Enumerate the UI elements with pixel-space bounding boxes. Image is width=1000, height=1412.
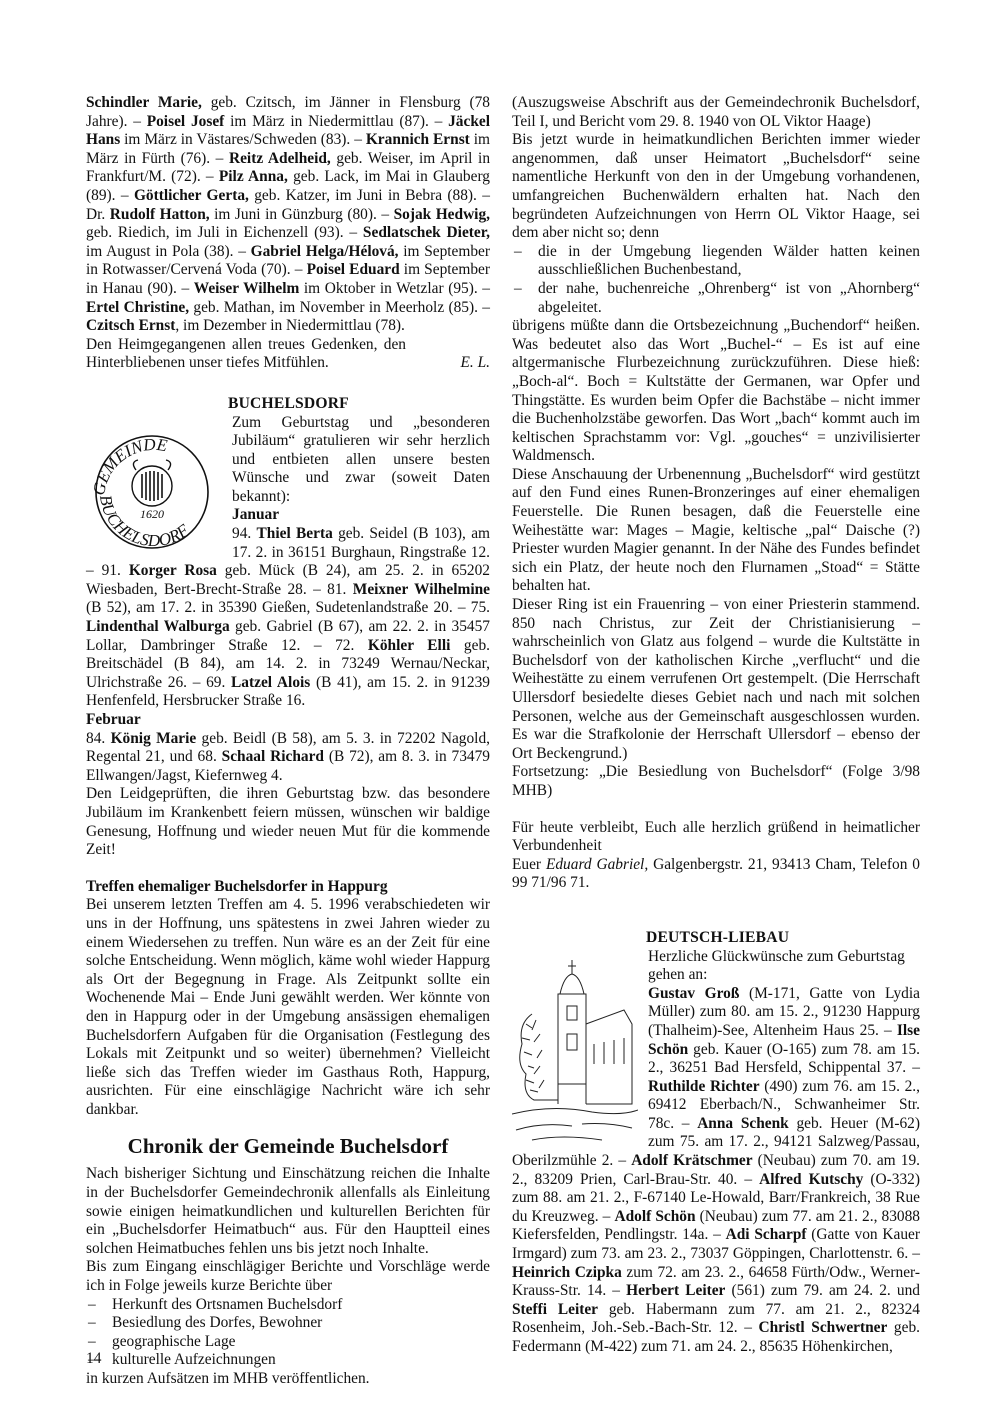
person-name: Czitsch Ernst [86, 317, 176, 335]
sick-wishes: Den Leidgeprüften, die ihren Geburtstag bzw. das besondere Jubiläum im Krankenbett feiern müssen, wünschen wir baldige Genesung, Hoffnung und wieder neuen Mut für die kommende Zeit! [86, 785, 490, 859]
chronicle-greeting: Für heute verbleibt, Euch alle herzlich grüßend in heimatlicher Verbundenheit [512, 818, 920, 855]
person-name: Lindenthal Walburga [86, 618, 230, 636]
person-name: Korger Rosa [128, 562, 217, 580]
february-label: Februar [86, 711, 141, 728]
deutsch-liebau-intro: Herzliche Glückwünsche zum Geburtstag gehen an: [648, 947, 905, 984]
entry-text: (Gatte von Kauer Irmgard) zum 73. am 23. 2., 73037 Göppingen, Charlottenstr. 6. – [512, 1226, 920, 1263]
entry-text: geb. Kauer (O-165) zum 78. am 15. 2., 36251 Bad Hersfeld, Schippental 37. – [648, 1040, 920, 1077]
obituary-closing-text: Den Heimgegangenen allen treues Gedenken, den Hinterbliebenen unser tiefes Mitfühlen. [86, 335, 406, 372]
person-name: Köhler Elli [367, 636, 451, 654]
obituary-list [86, 94, 490, 336]
chronicle-intro: (Auszugsweise Abschrift aus der Gemeindechronik Buchelsdorf, Teil I, und Bericht vom 29. 8. 1940 von OL Viktor Haage) [512, 94, 920, 130]
person-name: Christl Schwertner [758, 1319, 888, 1337]
person-name: Sojak Hedwig, [393, 205, 491, 223]
entry-text: geb. Breitschädel (B 84), am 14. 2. in 73249 Wernau/Neckar, Ulrichstraße 26. – 69. [86, 636, 490, 691]
entry-text: geb. Gabriel (B 67), am 22. 2. in 35457 Lollar, Dambringer Straße 12. – 72. [86, 618, 490, 654]
entry-text: geb. Katzer, im Juni in Bebra (88). – Dr. [86, 186, 490, 223]
entry-text: geb. Lack, im Mai in Glauberg (89). – [86, 168, 491, 204]
entry-text: geb. Czitsch, im Jänner in Flensburg (78 Jahre). – [86, 94, 490, 130]
entry-text: 84. [86, 729, 111, 747]
entry-text: im Oktober in Wetzlar (95). – [299, 279, 490, 297]
january-label: Januar [232, 506, 280, 524]
entry-text: geb. Weiser, im April in Frankfurt/M. (72). – [86, 149, 491, 186]
entry-text: (Neubau) zum 70. am 19. 2., 83209 Prien, Carl-Brau-Str. 40. – [512, 1152, 920, 1188]
entry-text: im September in Rotwasser/Cervená Voda (70). – [86, 242, 491, 279]
person-name: Adolf Krätschmer [631, 1152, 753, 1170]
person-name: Göttlicher Gerta, [133, 186, 249, 204]
stamp-text-top: GEMEINDE [89, 434, 169, 497]
deutsch-liebau-title: DEUTSCH-LIEBAU [646, 928, 790, 946]
person-name: Ertel Christine, [86, 298, 190, 316]
obituary-signature: E. L. [460, 354, 490, 372]
deutsch-liebau-section [512, 929, 920, 1357]
obituary-closing [86, 336, 490, 373]
person-name: Meixner Wilhelmine [352, 580, 490, 598]
person-name: Latzel Alois [231, 673, 311, 691]
entry-text: im März in Niedermittlau (87). – [224, 112, 449, 130]
february-birthdays [86, 730, 490, 786]
person-name: Schindler Marie, [86, 94, 202, 111]
entry-text: (Neubau) zum 77. am 21. 2., 83088 Kiefersfelden, Pendlingstr. 14a. – [512, 1207, 920, 1244]
left-column [86, 94, 490, 1389]
entry-text: im September in Hanau (90). – [86, 261, 490, 297]
entry-text: (490) zum 76. am 15. 2., 69412 Eberbach/N., Schwanheimer Str. 78c. – [648, 1077, 920, 1132]
entry-text: (561) zum 79. am 24. 2. und [725, 1282, 920, 1300]
chronicle-continuation: Fortsetzung: „Die Besiedlung von Buchelsdorf“ (Folge 3/98 MHB) [512, 763, 920, 799]
church-sketch-image [512, 954, 638, 1150]
list-item: – Herkunft des Ortsnamen Buchelsdorf [86, 1296, 490, 1315]
entry-text: (O-332) zum 88. am 21. 2., F-67140 Le-Howald, Barr/Frankreich, 38 Rue du Kreuzweg. – [512, 1170, 920, 1225]
person-name: Gustav Groß [648, 984, 740, 1002]
person-name: Thiel Berta [256, 525, 333, 543]
buchelsdorf-title: BUCHELSDORF [228, 394, 349, 412]
person-name: Steffi Leiter [512, 1300, 599, 1318]
entry-text: geb. Mück (B 24), am 25. 2. in 65202 Wiesbaden, Bert-Brecht-Straße 28. – 81. [86, 562, 491, 598]
author-name: Eduard Gabriel, [545, 855, 649, 873]
buchelsdorf-intro: Zum Geburtstag und „besonderen Jubiläum“ gratulieren wir sehr herzlich und entbieten allen unsere besten Wünsche und zwar (soweit Daten bekannt): [232, 413, 490, 505]
person-name: Poisel Josef [146, 112, 225, 130]
chronik-text-1: Nach bisheriger Sichtung und Einschätzung reichen die Inhalte in der Buchelsdorfer Gemeindechronik allenfalls als Einleitung sowie einigen heimatkundlichen und kulturellen Berichten für ein „Buchelsdorfer Heimatbuch“ aus. Für den Hauptteil eines solchen Heimatbuches fehlen uns bis jetzt noch Inhalte. [86, 1165, 490, 1257]
entry-text: geb. Seidel (B 103), am 17. 2. in 36151 Burghaun, Ringstraße 12. – 91. [86, 525, 490, 580]
list-item: – die in der Umgebung liegenden Wälder hatten keinen ausschließlichen Buchenbestand, [512, 243, 920, 280]
person-name: Gabriel Helga/Hélová, [250, 242, 399, 260]
chronik-text-2: Bis zum Eingang einschlägiger Berichte und Vorschläge werde ich in Folge jeweils kurze Berichte über [86, 1258, 490, 1295]
person-name: Heinrich Czipka [512, 1263, 622, 1281]
entry-text: geb. Habermann zum 77. am 21. 2., 82324 Rosenheim, Joh.-Seb.-Bach-Str. 12. – [512, 1300, 920, 1337]
person-name: Reitz Adelheid, [228, 149, 331, 167]
entry-text: im August in Pola (38). – [86, 242, 251, 260]
person-name: Schaal Richard [221, 748, 324, 766]
chronicle-signature [512, 856, 920, 893]
signature-prefix: Euer [512, 855, 546, 873]
list-item: – Besiedlung des Dorfes, Bewohner [86, 1314, 490, 1333]
chronicle-paragraph-4: Dieser Ring ist ein Frauenring – von einer Priesterin stammend. 850 nach Christus, zur Zeit der Christianisierung – wahrscheinlich von Glatz aus folgend – wurde die Kultstätte in Buchelsdorf von der katholischen Kirche „verflucht“ und die Weihestätte zu einem verrufenen Ort gestempelt. (Die Herrschaft Ullersdorf besiedelte dieses Gebiet nach und nach mit solchen Personen, welche aus der Gemeinschaft ausgeschlossen wurden. Es war die Strafkolonie der Herrschaft Ullersdorf – ebenso der Ort Beckengrund.) [512, 596, 920, 762]
chronicle-paragraph-2: übrigens müßte dann die Ortsbezeichnung „Buchendorf“ heißen. Was bedeutet also das Wort „Buchel-“ – Es ist auf eine altgermanische Flurbezeichnung zurückzuführen. Diese hieß: „Boch-al“. Boch = Kultstätte der Germanen, war Opfer und Thingstätte. Es wurden beim Opfer die Bachstäbe – nicht immer die Buchenholzstäbe geworfen. Das Wort „bach“ kommt auch im keltischen Sprachstamm vor: Vgl. „gouches“ = unzivilisierter Waldmensch. [512, 317, 920, 465]
entry-text: (B 52), am 17. 2. in 35390 Gießen, Sudetenlandstraße 20. – 75. [86, 599, 490, 617]
entry-text: (M-171, Gatte von Lydia Müller) zum 80. am 15. 2., 91230 Happurg (Thalheim)-See, Altenheim Haus 25. – [648, 984, 920, 1039]
person-name: König Marie [110, 729, 197, 747]
person-name: Sedlatschek Dieter, [362, 224, 491, 242]
person-name: Weiser Wilhelm [193, 279, 300, 297]
entry-text: geb. Heuer (M-62) zum 75. am 17. 2., 94121 Salzweg/Passau, Oberilzmühle 2. – [512, 1114, 920, 1170]
person-name: Rudolf Hatton, [109, 205, 210, 223]
right-column [512, 94, 920, 1357]
chronik-text-3: in kurzen Aufsätzen im MHB veröffentlichen. [86, 1370, 370, 1387]
entry-text: (B 72), am 8. 3. in 73479 Ellwangen/Jagst, Kiefernweg 4. [86, 748, 491, 784]
chronik-title: Chronik der Gemeinde Buchelsdorf [127, 1134, 449, 1159]
person-name: Herbert Leiter [626, 1282, 726, 1300]
chronicle-list [512, 243, 920, 317]
buchelsdorf-stamp-image [86, 420, 222, 560]
person-name: Adolf Schön [614, 1207, 696, 1225]
person-name: Adi Scharpf [725, 1226, 807, 1244]
entry-text: im März in Fürth (76). – [86, 131, 490, 167]
person-name: Poisel Eduard [306, 261, 400, 279]
person-name: Jäckel Hans [86, 112, 490, 149]
person-name: Krannich Ernst [365, 131, 470, 149]
page-number: 14 [86, 1350, 102, 1367]
entry-text: geb. Riedich, im Juli in Eichenzell (93). – [86, 224, 363, 242]
entry-text: geb. Federmann (M-422) zum 71. am 24. 2., 85635 Höhenkirchen, [512, 1319, 921, 1355]
chronik-list [86, 1296, 490, 1370]
entry-text: , im Dezember in Niedermittlau (78). [175, 317, 405, 335]
person-name: Alfred Kutschy [759, 1170, 864, 1188]
chronicle-paragraph-3: Diese Anschauung der Urbenennung „Buchelsdorf“ wird gestützt auf den Fund eines Runen-Bronzeringes auf einer ehemaligen Feuerstelle. Die Runen besagen, daß die Feuerstelle eine Weihestätte war: Mages – Magie, keltische „pal“ Daische (?) Priester wurden Magier genannt. In der Nähe des Fundes befindet sich ein Platz, der heute noch den Flurnamen „Stoad“ = Stätte behalten hat. [512, 465, 920, 595]
list-item: – geographische Lage [86, 1333, 490, 1352]
list-item: – der nahe, buchenreiche „Ohrenberg“ ist von „Ahornberg“ abgeleitet. [512, 280, 920, 317]
person-name: Ilse Schön [648, 1021, 920, 1058]
entry-text: geb. Mathan, im November in Meerholz (85). – [189, 298, 490, 316]
buchelsdorf-section [86, 395, 490, 860]
list-item: – kulturelle Aufzeichnungen [86, 1351, 490, 1370]
entry-text: (B 41), am 15. 2. in 91239 Henfenfeld, Hersbrucker Straße 16. [86, 673, 490, 710]
entry-text: im Juni in Günzburg (80). – [209, 205, 394, 223]
stamp-text-bottom: BUCHELSDORF [95, 492, 193, 550]
entry-text: 94. [232, 525, 257, 543]
person-name: Anna Schenk [697, 1114, 789, 1132]
signature-address: Galgenbergstr. 21, 93413 Cham, Telefon 0 99 71/96 71. [512, 855, 920, 892]
entry-text: zum 72. am 23. 2., 64658 Fürth/Odw., Werner-Krauss-Str. 14. – [512, 1263, 920, 1300]
person-name: Pilz Anna, [218, 168, 288, 186]
entry-text: geb. Beidl (B 58), am 5. 3. in 72202 Nagold, Regental 21, und 68. [86, 729, 490, 766]
entry-text: im März in Västares/Schweden (83). – [120, 131, 366, 149]
stamp-year: 1620 [140, 506, 164, 521]
meeting-text: Bei unserem letzten Treffen am 4. 5. 1996 verabschiedeten wir uns in der Hoffnung, uns spätestens in zwei Jahren wieder zu einem Wiedersehen zu treffen. Nun wäre es an der Zeit für eine solche Entscheidung. Wenn möglich, käme wohl wieder Happurg als Ort der Begegnung in Frage. Als Zeitpunkt sollte ein Wochenende Mai – Ende Juni gewählt werden. Wer könnte von den in Happurg oder in der Umgebung ansässigen ehemaligen Buchelsdorfern Aufgaben für die Organisation (Festlegung des Lokals mit Zeitpunkt und so weiter) übernehmen? Vielleicht ließe sich das Treffen wieder im Gasthaus Roth, Happurg, ausrichten. Für eine einschlägige Nachricht wäre ich sehr dankbar. [86, 896, 490, 1118]
meeting-title: Treffen ehemaliger Buchelsdorfer in Happurg [86, 877, 388, 895]
chronicle-paragraph-1: Bis jetzt wurde in heimatkundlichen Berichten immer wieder angenommen, daß unser Heimatort „Buchelsdorf“ seine namentliche Herkunft von den in der Umgebung vorhandenen, umfangreichen Buchenwäldern erhalten hat. Nach den begründeten Aufzeichnungen von Herrn OL Viktor Haage, sei dem aber nicht so; denn [512, 131, 920, 242]
person-name: Ruthilde Richter [648, 1077, 760, 1095]
